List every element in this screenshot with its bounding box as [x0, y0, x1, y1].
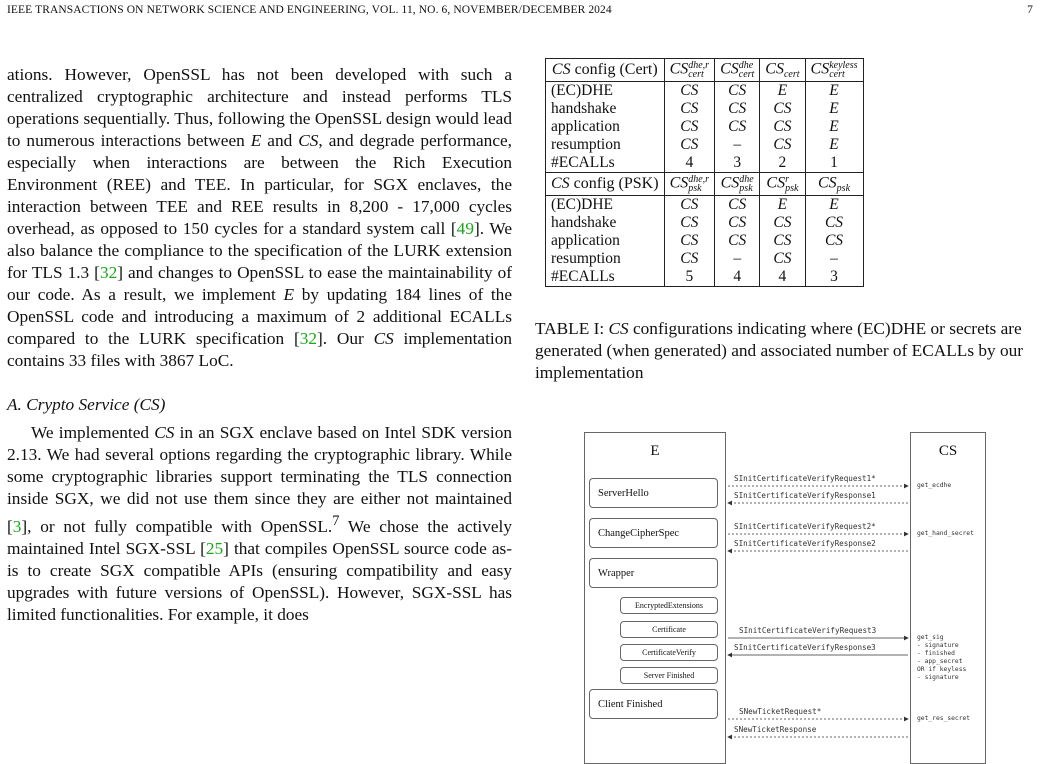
header-col: CS dhe,r psk	[664, 173, 715, 196]
note-get-hand-secret: get_hand_secret	[917, 530, 974, 537]
box-serverhello: ServerHello	[589, 478, 718, 508]
table-row	[546, 250, 864, 268]
table-caption	[535, 318, 1035, 384]
table-cell: 3	[715, 154, 760, 173]
row-label: handshake	[546, 214, 665, 232]
table-cell: 3	[805, 268, 863, 287]
box-changecipherspec: ChangeCipherSpec	[589, 518, 718, 548]
header-col: CS keyless cert	[805, 59, 863, 82]
header-col: CS dhe cert	[715, 59, 760, 82]
row-label: handshake	[546, 100, 665, 118]
row-label: (EC)DHE	[546, 196, 665, 215]
msg-request3: SInitCertificateVerifyRequest3	[739, 626, 877, 635]
table-cell: –	[715, 136, 760, 154]
citation-link[interactable]: 32	[99, 263, 118, 282]
msg-response3: SInitCertificateVerifyResponse3	[734, 643, 876, 652]
table-cell: E	[805, 136, 863, 154]
row-label: resumption	[546, 250, 665, 268]
citation-link[interactable]: 25	[205, 538, 224, 558]
box-certificateverify: CertificateVerify	[620, 644, 718, 661]
header-col: CS dhe psk	[715, 173, 760, 196]
table-cell: 4	[760, 268, 805, 287]
table-cell: CS	[715, 232, 760, 250]
table-cell: 1	[805, 154, 863, 173]
math-CS: CS	[298, 131, 319, 150]
table-cell: CS	[664, 196, 715, 215]
text: ] and changes to OpenSSL to ease the maintainability of our code. As a result, we implement	[7, 263, 512, 304]
text: , and degrade performance, especially when interactions are between the Rich Execution Environment (REE) and TEE. In particular, for SGX enclaves, the interaction between TEE and REE results in 8,200 - 17,000 cycles overhead, as opposed to 150 cycles for a standard system call [	[7, 131, 512, 238]
row-label: (EC)DHE	[546, 82, 665, 101]
caption-text: configurations indicating where (EC)DHE or secrets are generated (when generated) and associated number of ECALLs by our implementation	[535, 319, 1024, 382]
lane-e-title: E	[650, 443, 660, 459]
math-E: E	[250, 131, 262, 150]
table-cell: CS	[664, 250, 715, 268]
running-header	[7, 4, 1033, 16]
table-cell: 2	[760, 154, 805, 173]
table-cell: CS	[760, 100, 805, 118]
text: We chose the actively maintained Intel SGX-SSL [	[7, 516, 512, 558]
table-cell: CS	[664, 136, 715, 154]
table-row	[546, 82, 864, 101]
msg-response1: SInitCertificateVerifyResponse1	[734, 491, 876, 500]
table-cell: –	[715, 250, 760, 268]
table-cell: CS	[664, 82, 715, 101]
box-wrapper: Wrapper	[589, 558, 718, 588]
table-row	[546, 100, 864, 118]
table-cell: CS	[760, 232, 805, 250]
text: ], or not fully compatible with OpenSSL.	[21, 516, 333, 536]
box-clientfinished: Client Finished	[589, 689, 718, 719]
table-cell: CS	[760, 136, 805, 154]
table-cell: E	[760, 82, 805, 101]
table-row	[546, 118, 864, 136]
table-cell: CS	[664, 232, 715, 250]
table-cell: CS	[664, 214, 715, 232]
table-cell: CS	[760, 118, 805, 136]
text: by updating 184 lines of the OpenSSL code and introducing a maximum of 2 additional ECALLs compared to the LURK specification [	[7, 285, 512, 348]
msg-response2: SInitCertificateVerifyResponse2	[734, 539, 876, 548]
row-label: application	[546, 118, 665, 136]
table-cell: 4	[664, 154, 715, 173]
math-CS: CS	[154, 423, 175, 442]
table-cell: E	[805, 100, 863, 118]
table-header-row	[546, 173, 864, 196]
row-label: #ECALLs	[546, 268, 665, 287]
math-CS: CS	[608, 319, 629, 338]
note-get-res-secret: get_res_secret	[917, 715, 971, 722]
table-cell: CS	[760, 214, 805, 232]
text: We implemented	[31, 423, 155, 442]
journal-title: IEEE TRANSACTIONS ON NETWORK SCIENCE AND ENGINEERING, VOL. 11, NO. 6, NOVEMBER/DECEMBER 2024	[7, 4, 612, 16]
text: ]. Our	[317, 329, 374, 348]
table-cell: CS	[715, 196, 760, 215]
note-get-ecdhe: get_ecdhe	[917, 482, 952, 489]
table-cell: E	[760, 196, 805, 215]
header-col: CS r psk	[760, 173, 805, 196]
table-cell: CS	[715, 118, 760, 136]
table-cell: CS	[664, 100, 715, 118]
citation-link[interactable]: 32	[299, 329, 318, 348]
table-cell: 4	[715, 268, 760, 287]
citation-link[interactable]: 3	[12, 516, 22, 536]
text: and	[261, 131, 299, 150]
header-col: CS dhe,r cert	[664, 59, 715, 82]
header-label: CS config (PSK)	[546, 173, 665, 196]
math-E: E	[283, 285, 295, 304]
header-col: CS psk	[805, 173, 863, 196]
text: implementation contains 33 files with 3867 LoC.	[7, 329, 512, 370]
table-cell: E	[805, 118, 863, 136]
msg-request2: SInitCertificateVerifyRequest2*	[734, 522, 876, 531]
table-header-row	[546, 59, 864, 82]
table-row	[546, 154, 864, 173]
table-row	[546, 232, 864, 250]
text: in an SGX enclave based on Intel SDK version 2.13. We had several options regarding the cryptographic library. While some cryptographic libraries support terminating the TLS connection inside SGX, we did not use them since they are either not maintained [	[7, 423, 512, 536]
math-CS: CS	[373, 329, 394, 348]
box-certificate: Certificate	[620, 621, 718, 638]
msg-ticket-request: SNewTicketRequest*	[739, 707, 822, 716]
row-label: application	[546, 232, 665, 250]
paragraph-1	[7, 64, 512, 372]
table-cell: CS	[760, 250, 805, 268]
table-row	[546, 136, 864, 154]
table-row	[546, 196, 864, 215]
caption-label: TABLE I:	[535, 319, 609, 338]
text: ] that compiles OpenSSL source code as-is to create SGX compatible APIs (ensuring compatibility and easy upgrades with future versions of OpenSSL). However, SGX-SSL has limited functionalities. For example, it does	[7, 538, 512, 624]
msg-ticket-response: SNewTicketResponse	[734, 725, 817, 734]
table-row	[546, 214, 864, 232]
lane-cs-title: CS	[938, 443, 958, 459]
note-get-sig: get_sig - signature - finished - app_secret OR if keyless - signature	[917, 634, 967, 681]
text: ]. We also balance the compliance to the specification of the LURK extension for TLS 1.3 [	[7, 219, 512, 282]
table-cell: E	[805, 82, 863, 101]
table-row	[546, 268, 864, 287]
sequence-diagram	[584, 432, 986, 760]
page-number: 7	[1027, 4, 1033, 16]
table-cell: –	[805, 250, 863, 268]
text: ations. However, OpenSSL has not been developed with such a centralized cryptographic architecture and instead performs TLS operations sequentially. Thus, following the OpenSSL design would lead to numerous interactions between	[7, 65, 512, 150]
header-col: CS cert	[760, 59, 805, 82]
table-cell: CS	[715, 82, 760, 101]
header-label: CS config (Cert)	[546, 59, 665, 82]
table-cell: CS	[664, 118, 715, 136]
table-cell: CS	[805, 232, 863, 250]
box-serverfinished: Server Finished	[620, 667, 718, 684]
table-cell: E	[805, 196, 863, 215]
table-cell: CS	[715, 214, 760, 232]
table-cell: 5	[664, 268, 715, 287]
table-cell: CS	[715, 100, 760, 118]
left-column	[7, 64, 512, 626]
section-heading: A. Crypto Service (CS)	[7, 395, 166, 414]
row-label: #ECALLs	[546, 154, 665, 173]
box-encryptedextensions: EncryptedExtensions	[620, 597, 718, 614]
config-table	[545, 58, 864, 287]
row-label: resumption	[546, 136, 665, 154]
paragraph-2	[7, 422, 512, 626]
msg-request1: SInitCertificateVerifyRequest1*	[734, 474, 876, 483]
table-cell: CS	[805, 214, 863, 232]
footnote-mark[interactable]: 7	[332, 513, 340, 529]
citation-link[interactable]: 49	[456, 219, 474, 238]
